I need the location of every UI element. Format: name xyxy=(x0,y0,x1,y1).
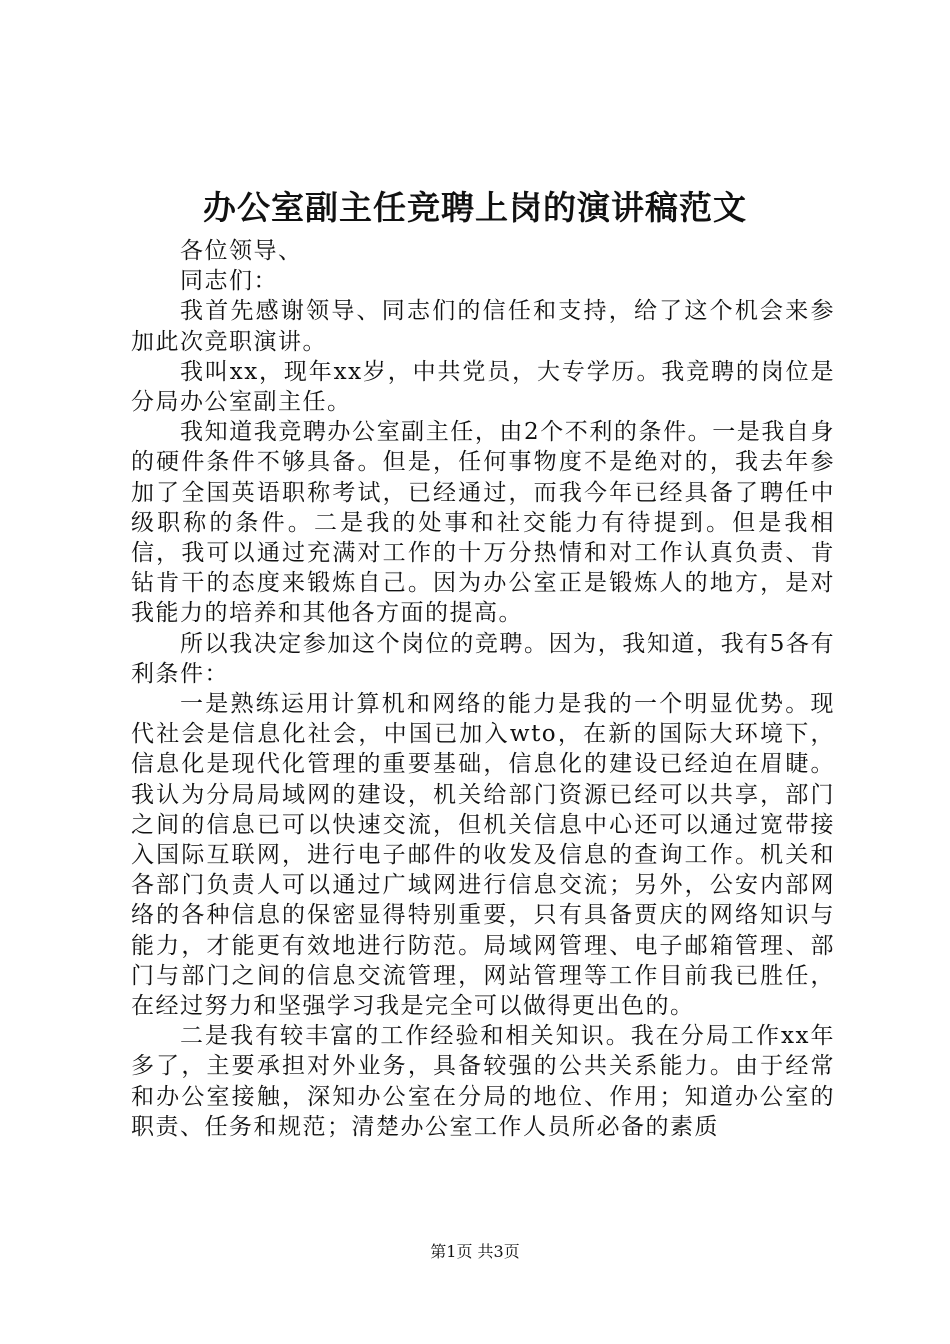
paragraph-salutation-2: 同志们： xyxy=(180,268,278,295)
paragraph-self-intro: 我叫xx，现年xx岁，中共党员，大专学历。我竞聘的岗位是分局办公室副主任。 xyxy=(131,358,835,416)
page-number-footer: 第1页 共3页 xyxy=(430,1242,520,1261)
document-body xyxy=(131,236,835,1142)
document-title: 办公室副主任竞聘上岗的演讲稿范文 xyxy=(203,188,747,227)
paragraph-thanks: 我首先感谢领导、同志们的信任和支持，给了这个机会来参加此次竞职演讲。 xyxy=(131,298,835,355)
paragraph-advantage-2: 二是我有较丰富的工作经验和相关知识。我在分局工作xx年多了，主要承担对外业务，具备较强的公共关系能力。由于经常和办公室接触，深知办公室在分局的地位、作用；知道办公室的职责、任务和规范；清楚办公室工作人员所必备的素质 xyxy=(131,1023,835,1140)
paragraph-salutation-1: 各位领导、 xyxy=(180,238,303,264)
paragraph-advantage-1: 一是熟练运用计算机和网络的能力是我的一个明显优势。现代社会是信息化社会，中国已加入wto，在新的国际大环境下，信息化是现代化管理的重要基础，信息化的建设已经迫在眉睫。我认为分局局域网的建设，机关给部门资源已经可以共享，部门之间的信息已可以快速交流，但机关信息中心还可以通过宽带接入国际互联网，进行电子邮件的收发及信息的查询工作。机关和各部门负责人可以通过广域网进行信息交流；另外，公安内部网络的各种信息的保密显得特别重要，只有具备贾庆的网络知识与能力，才能更有效地进行防范。局域网管理、电子邮箱管理、部门与部门之间的信息交流管理，网站管理等工作目前我已胜任，在经过努力和坚强学习我是完全可以做得更出色的。 xyxy=(131,691,835,1020)
paragraph-weaknesses: 我知道我竞聘办公室副主任，由2个不利的条件。一是我自身的硬件条件不够具备。但是，任何事物度不是绝对的，我去年参加了全国英语职称考试，已经通过，而我今年已经具备了聘任中级职称的条件。二是我的处事和社交能力有待提到。但是我相信，我可以通过充满对工作的十万分热情和对工作认真负责、肯钻肯干的态度来锻炼自己。因为办公室正是锻炼人的地方，是对我能力的培养和其他各方面的提高。 xyxy=(131,419,835,627)
paragraph-decision: 所以我决定参加这个岗位的竞聘。因为，我知道，我有5各有利条件： xyxy=(131,630,835,687)
